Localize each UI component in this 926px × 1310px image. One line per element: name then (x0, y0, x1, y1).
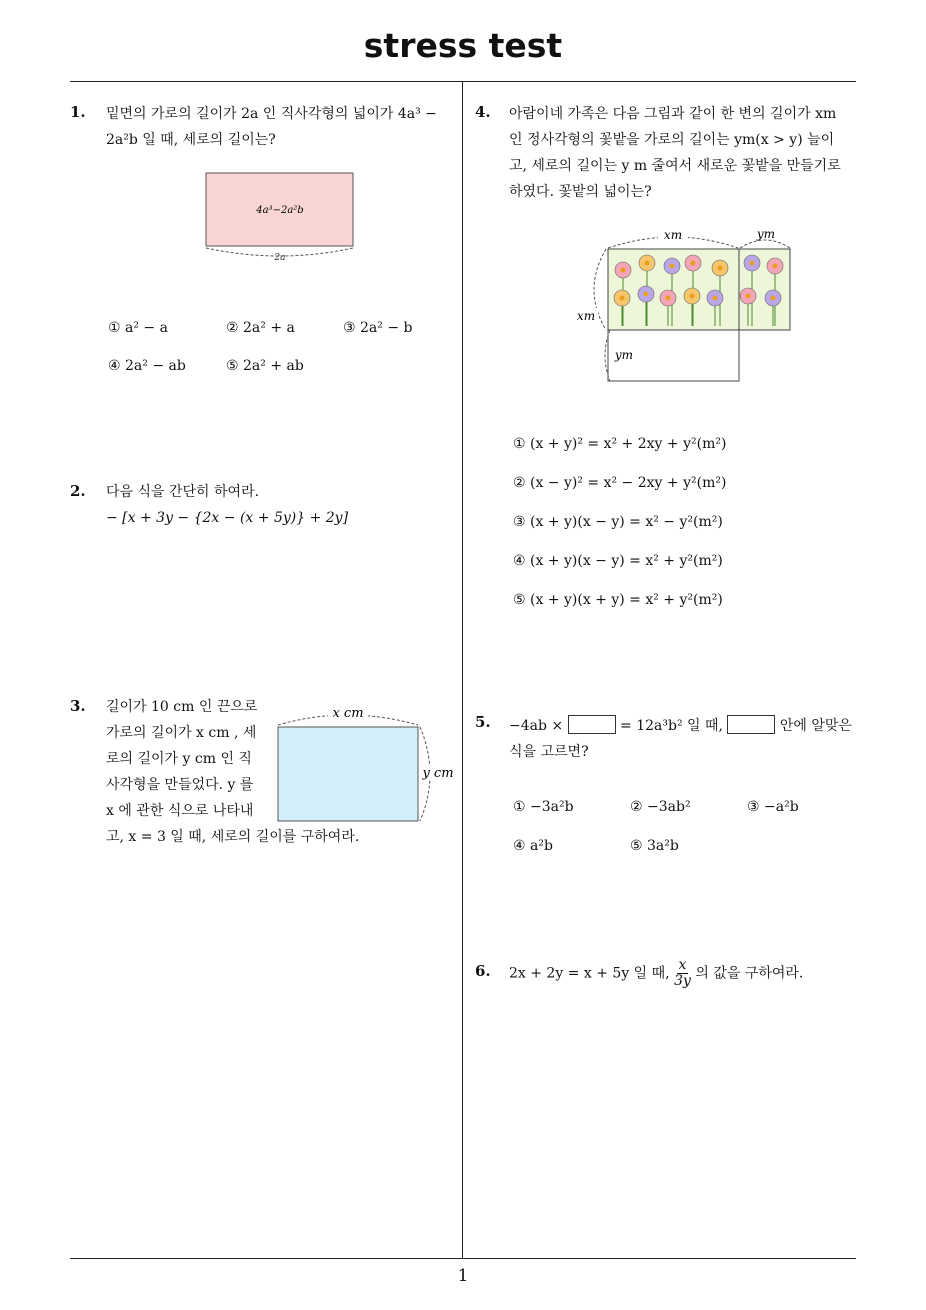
question-5-line-1 (509, 713, 869, 739)
question-5-choice-3[interactable]: ③ −a²b (747, 799, 799, 815)
question-3-line-3: 로의 길이가 y cm 인 직 (106, 751, 252, 767)
fraction-numerator: x (678, 957, 687, 973)
question-2-number: 2. (70, 482, 86, 500)
question-4-line-4: 하였다. 꽃밭의 넓이는? (509, 184, 652, 200)
question-5-part-2: = 12a³b² 일 때, (620, 718, 723, 734)
question-1-line-2: 2a²b 일 때, 세로의 길이는? (106, 132, 276, 148)
question-3-line-5: x 에 관한 식으로 나타내 (106, 803, 254, 819)
string-rectangle (278, 727, 418, 821)
question-1-choice-5[interactable]: ⑤ 2a² + ab (226, 358, 304, 374)
fraction-x-over-3y (674, 958, 691, 989)
header-rule (70, 81, 856, 82)
question-4-figure (570, 222, 810, 387)
answer-blank-box (568, 715, 616, 734)
question-5-line-2: 식을 고르면? (509, 744, 589, 760)
question-5-part-1: −4ab × (509, 718, 564, 734)
area-label: 4a³−2a²b (256, 205, 304, 216)
question-4-choice-2[interactable]: ② (x − y)² = x² − 2xy + y²(m²) (513, 475, 727, 491)
page-number: 1 (457, 1266, 469, 1286)
question-3-number: 3. (70, 697, 86, 715)
question-5-part-3: 안에 알맞은 (779, 718, 852, 734)
page-title: stress test (363, 26, 563, 65)
question-3-line-2: 가로의 길이가 x cm , 세 (106, 725, 257, 741)
question-3-line-4: 사각형을 만들었다. y 를 (106, 777, 254, 793)
garden-left-y-label: ym (614, 348, 634, 362)
question-4-line-2: 인 정사각형의 꽃밭을 가로의 길이는 ym(x > y) 늘이 (509, 132, 835, 148)
question-6-number: 6. (475, 962, 491, 980)
garden-top-y-label: ym (756, 227, 776, 241)
question-2-line-1: 다음 식을 간단히 하여라. (106, 484, 260, 500)
base-label: 2a (274, 253, 286, 263)
question-2-expression: − [x + 3y − {2x − (x + 5y)} + 2y] (106, 510, 349, 526)
question-1-line-1: 밑면의 가로의 길이가 2a 인 직사각형의 넓이가 4a³ − (106, 106, 437, 122)
fraction-denominator: 3y (674, 973, 691, 989)
question-5-choice-1[interactable]: ① −3a²b (513, 799, 574, 815)
answer-blank-box-2 (727, 715, 775, 734)
question-1-choice-2[interactable]: ② 2a² + a (226, 320, 295, 336)
question-5-text (509, 713, 869, 765)
question-1-choice-4[interactable]: ④ 2a² − ab (108, 358, 186, 374)
question-5-number: 5. (475, 713, 491, 731)
question-5-choice-4[interactable]: ④ a²b (513, 838, 553, 854)
height-label: y cm (422, 766, 454, 781)
question-4-text (509, 101, 864, 205)
question-1-text (106, 101, 456, 153)
question-1-number: 1. (70, 103, 86, 121)
garden-left-x-label: xm (576, 309, 596, 323)
question-1-figure (196, 166, 366, 266)
question-4-choice-3[interactable]: ③ (x + y)(x − y) = x² − y²(m²) (513, 514, 723, 530)
question-1-choice-3[interactable]: ③ 2a² − b (343, 320, 413, 336)
question-3-figure (270, 700, 460, 830)
question-6-text (509, 958, 803, 989)
garden-top-x-label: xm (663, 228, 683, 242)
question-4-choice-1[interactable]: ① (x + y)² = x² + 2xy + y²(m²) (513, 436, 727, 452)
question-4-choice-5[interactable]: ⑤ (x + y)(x + y) = x² + y²(m²) (513, 592, 723, 608)
column-divider (462, 82, 463, 1258)
footer-rule (70, 1258, 856, 1259)
question-6-part-1: 2x + 2y = x + 5y 일 때, (509, 965, 670, 982)
question-4-line-1: 아람이네 가족은 다음 그림과 같이 한 변의 길이가 xm (509, 106, 837, 122)
question-5-choice-5[interactable]: ⑤ 3a²b (630, 838, 679, 854)
question-4-number: 4. (475, 103, 491, 121)
question-3-line-1: 길이가 10 cm 인 끈으로 (106, 699, 258, 715)
question-2-text (106, 479, 456, 531)
question-6-part-2: 의 값을 구하여라. (695, 965, 804, 982)
question-5-choice-2[interactable]: ② −3ab² (630, 799, 691, 815)
width-label: x cm (332, 706, 364, 721)
question-4-choice-4[interactable]: ④ (x + y)(x − y) = x² + y²(m²) (513, 553, 723, 569)
question-3-line-6: 고, x = 3 일 때, 세로의 길이를 구하여라. (106, 829, 360, 845)
question-4-line-3: 고, 세로의 길이는 y m 줄여서 새로운 꽃밭을 만들기로 (509, 158, 841, 174)
question-1-choice-1[interactable]: ① a² − a (108, 320, 168, 336)
